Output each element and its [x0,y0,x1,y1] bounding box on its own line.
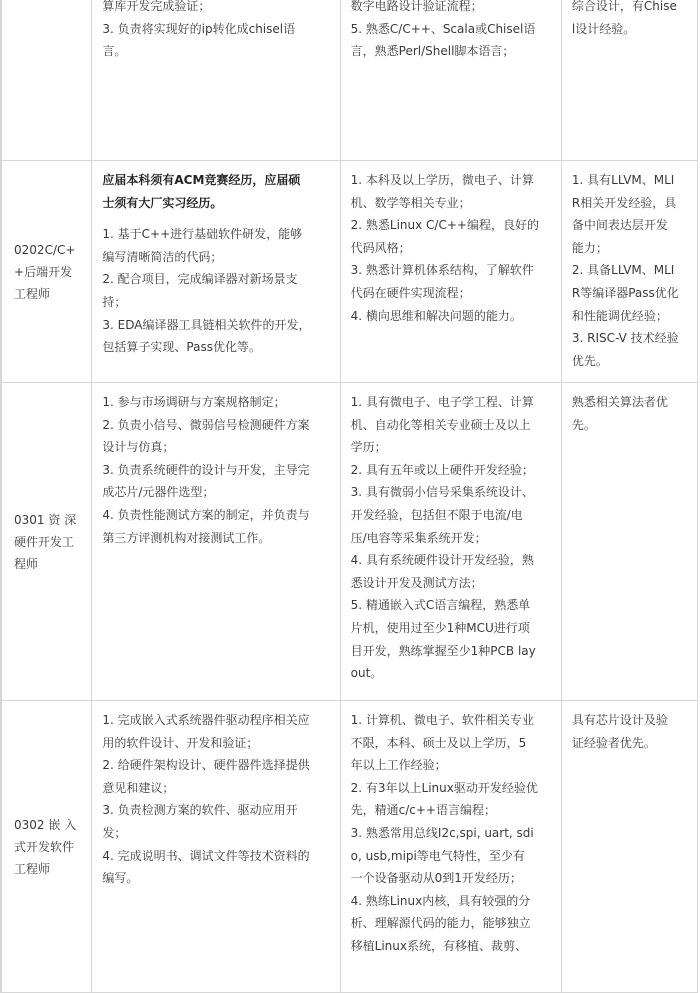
text-line: 4. 具有系统硬件设计开发经验，熟 [350,553,534,568]
text-line: 持； [102,294,127,309]
text-line: 机、自动化等相关专业硕士及以上 [350,417,531,432]
text-line: 备中间表达层开发 [571,218,668,233]
position-name-line: 程师 [14,556,39,571]
duty-cell [92,161,340,383]
text-line: 2. 具有五年或以上硬件开发经验； [350,462,534,477]
text-line: 1. 具有LLVM、MLI [571,173,675,187]
position-cell [2,0,92,161]
text-line: 1. 计算机、微电子、软件相关专业 [350,713,534,727]
text-line: 1. 本科及以上学历，微电子、计算 [350,173,534,187]
text-line: 能力； [571,240,608,255]
position-name-line: 硬件开发工 [14,534,75,549]
text-line: 3. 负责将实现好的ip转化成chisel语 [102,21,296,36]
notice-line: 应届本科须有ACM竞赛经历，应届硕 [102,173,301,187]
text-line: 发； [102,825,127,840]
text-line: 3. 熟悉常用总线I2c,spi, uart, sdi [350,825,534,840]
text-line: 设计与仿真； [102,440,175,455]
text-line: 用的软件设计、开发和验证； [102,735,259,750]
text-line: 4. 负责性能测试方案的制定，并负责与 [102,507,310,522]
text-line: 5. 精通嵌入式C语言编程，熟悉单 [350,598,531,613]
table-row [1,161,698,383]
text-line: 4. 横向思维和解决问题的能力。 [350,308,522,323]
position-name-line: +后端开发 [14,264,73,279]
bonus-cell [561,0,697,161]
text-line: 3. RISC-V 技术经验 [571,331,679,346]
text-line: 成芯片/元器件选型； [102,485,215,500]
text-line: 包括算子实现、Pass优化等。 [102,340,261,355]
requirement-cell [340,0,561,161]
text-line: 编写清晰简洁的代码； [102,249,223,264]
text-line: 悉设计开发及测试方法； [350,575,483,590]
requirement-cell [340,383,561,701]
text-line: 3. 具有微弱小信号采集系统设计、 [350,485,534,500]
text-line: 5. 熟悉C/C++、Scala或Chisel语 [350,21,536,36]
table-row [1,701,698,993]
bonus-cell [561,383,697,701]
position-name-line: 工程师 [14,286,51,301]
text-line: R相关开发经验，具 [571,195,677,210]
position-name-line: 0202C/C+ [14,242,76,257]
text-line: 第三方评测机构对接测试工作。 [102,530,271,545]
text-line: 2. 具备LLVM、MLI [571,263,675,278]
text-line: 算库开发完成验证； [102,0,211,13]
position-cell [2,701,92,993]
bonus-cell [561,701,697,993]
requirement-cell [340,701,561,993]
text-line: out。 [350,666,383,681]
text-line: 综合设计，有Chise [571,0,677,13]
position-name-line: 工程师 [14,861,51,876]
text-line: 1. 具有微电子、电子学工程、计算 [350,395,534,409]
duty-cell [92,701,340,993]
duty-cell [92,0,340,161]
text-line: 2. 有3年以上Linux驱动开发经验优 [350,780,538,795]
text-line: 具有芯片设计及验 [571,713,668,727]
text-line: 1. 参与市场调研与方案规格制定； [102,395,286,409]
text-line: 3. 负责系统硬件的设计与开发，主导完 [102,462,310,477]
text-line: 析、理解源代码的能力，能够独立 [350,916,531,931]
duty-cell [92,383,340,701]
text-line: 移植Linux系统，有移植、裁剪、 [350,938,527,953]
text-line: 先，精通c/c++语言编程； [350,803,496,818]
position-name-line: 式开发软件 [14,839,75,854]
text-line: l设计经验。 [571,21,636,36]
text-line: 证经验者优先。 [571,735,656,750]
position-name-line: 0301 资 深 [14,512,77,527]
text-line: 一个设备驱动从0到1开发经历； [350,871,522,886]
text-line: 代码风格； [350,240,411,255]
text-line: 1. 基于C++进行基础软件研发，能够 [102,227,303,242]
text-line: R等编译器Pass优化 [571,285,679,300]
text-line: 1. 完成嵌入式系统器件驱动程序相关应 [102,713,310,727]
text-line: 意见和建议； [102,780,175,795]
text-line: 片机，使用过至少1种MCU进行项 [350,620,530,635]
position-cell [2,383,92,701]
requirement-cell [340,161,561,383]
bonus-cell [561,161,697,383]
text-line: 机、数学等相关专业； [350,195,471,210]
position-name-line: 0302 嵌 入 [14,817,77,832]
text-line: 压/电容等采集系统开发； [350,530,487,545]
text-line: 3. 熟悉计算机体系结构，了解软件 [350,263,534,278]
text-line: 先。 [571,417,596,432]
text-line: 目开发，熟练掌握至少1种PCB lay [350,643,536,658]
text-line: 代码在硬件实现流程； [350,285,471,300]
text-line: 言。 [102,44,127,59]
text-line: 不限，本科、硕士及以上学历，5 [350,735,527,750]
text-line: 优先。 [571,353,608,368]
notice-line: 士须有大厂实习经历。 [102,195,223,210]
text-line: 和性能调优经验； [571,308,668,323]
position-cell [2,161,92,383]
text-line: 编写。 [102,871,139,886]
table-row [1,383,698,701]
text-line: 熟悉相关算法者优 [571,395,668,409]
text-line: 2. 给硬件架构设计、硬件器件选择提供 [102,758,310,773]
text-line: 2. 熟悉Linux C/C++编程，良好的 [350,218,539,233]
text-line: 2. 配合项目，完成编译器对新场景支 [102,272,298,287]
text-line: 2. 负责小信号、微弱信号检测硬件方案 [102,417,310,432]
text-line: 年以上工作经验； [350,758,447,773]
text-line: 开发经验，包括但不限于电流/电 [350,507,523,522]
text-line: 学历； [350,440,387,455]
text-line: 3. 负责检测方案的软件、驱动应用开 [102,803,298,818]
text-line: 4. 熟练Linux内核，具有较强的分 [350,893,531,908]
text-line: 数字电路设计验证流程； [350,0,483,13]
table-row [1,0,698,161]
text-line: 4. 完成说明书、调试文件等技术资料的 [102,848,310,863]
text-line: 3. EDA编译器工具链相关软件的开发， [102,317,311,332]
text-line: 言，熟悉Perl/Shell脚本语言； [350,44,515,59]
text-line: o, usb,mipi等电气特性，至少有 [350,848,525,863]
